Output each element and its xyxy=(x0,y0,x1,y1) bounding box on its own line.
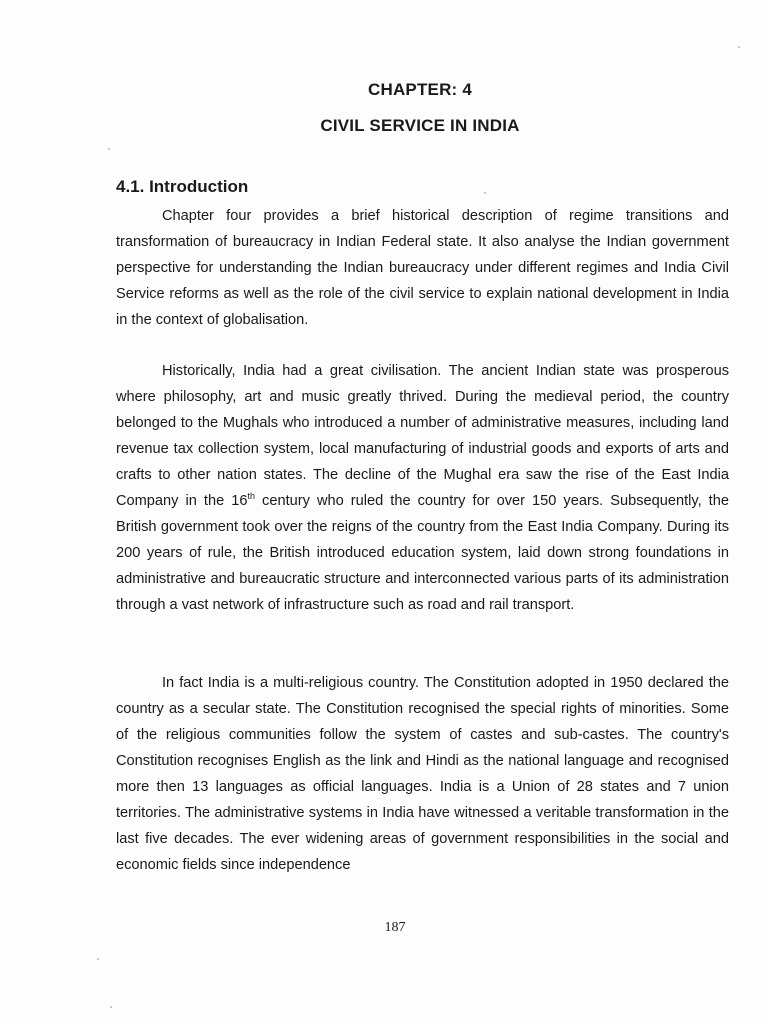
ordinal-superscript: th xyxy=(247,491,255,502)
scan-speck xyxy=(110,1006,112,1008)
scan-speck xyxy=(97,958,99,960)
scan-speck xyxy=(484,192,486,194)
paragraph-1: Chapter four provides a brief historical description of regime transitions and transformation of bureaucracy in Indian Federal state. It also analyse the Indian government perspective for understanding the Indian bureaucracy under different regimes and India Civil Service reforms as well as the role of the civil service to explain national development in India in the context of globalisation. xyxy=(116,208,729,328)
chapter-title: CIVIL SERVICE IN INDIA xyxy=(320,116,520,135)
section-heading: 4.1. Introduction xyxy=(116,177,249,196)
paragraph-2-text-end: century who ruled the country for over 150 years. Subsequently, the British government took over the reigns of the country from the East India Company. During its 200 years of rule, the British introduced education system, laid down strong foundations in administrative and bureaucratic structure and interconnected various parts of its administration through a vast network of infrastructure such as road and rail transport. xyxy=(116,493,729,613)
paragraph-2 xyxy=(116,358,729,618)
paragraph-2-text-start: Historically, India had a great civilisation. The ancient Indian state was prosperous where philosophy, art and music greatly thrived. During the medieval period, the country belonged to the Mughals who introduced a number of administrative measures, including land revenue tax collection system, local manufacturing of industrial goods and exports of arts and crafts to other nation states. The decline of the Mughal era saw the rise of the East India Company in the 16 xyxy=(116,363,729,509)
chapter-number: CHAPTER: 4 xyxy=(367,80,472,99)
page-number: 187 xyxy=(384,920,406,935)
scan-speck xyxy=(738,46,740,48)
paragraph-3: In fact India is a multi-religious country. The Constitution adopted in 1950 declared the country as a secular state. The Constitution recognised the special rights of minorities. Some of the religious communities follow the system of castes and sub-castes. The country's Constitution recognises English as the link and Hindi as the national language and recognised more then 13 languages as official languages. India is a Union of 28 states and 7 union territories. The administrative systems in India have witnessed a veritable transformation in the last five decades. The ever widening areas of government responsibilities in the social and economic fields since independence xyxy=(116,675,729,873)
scan-speck xyxy=(108,148,110,150)
